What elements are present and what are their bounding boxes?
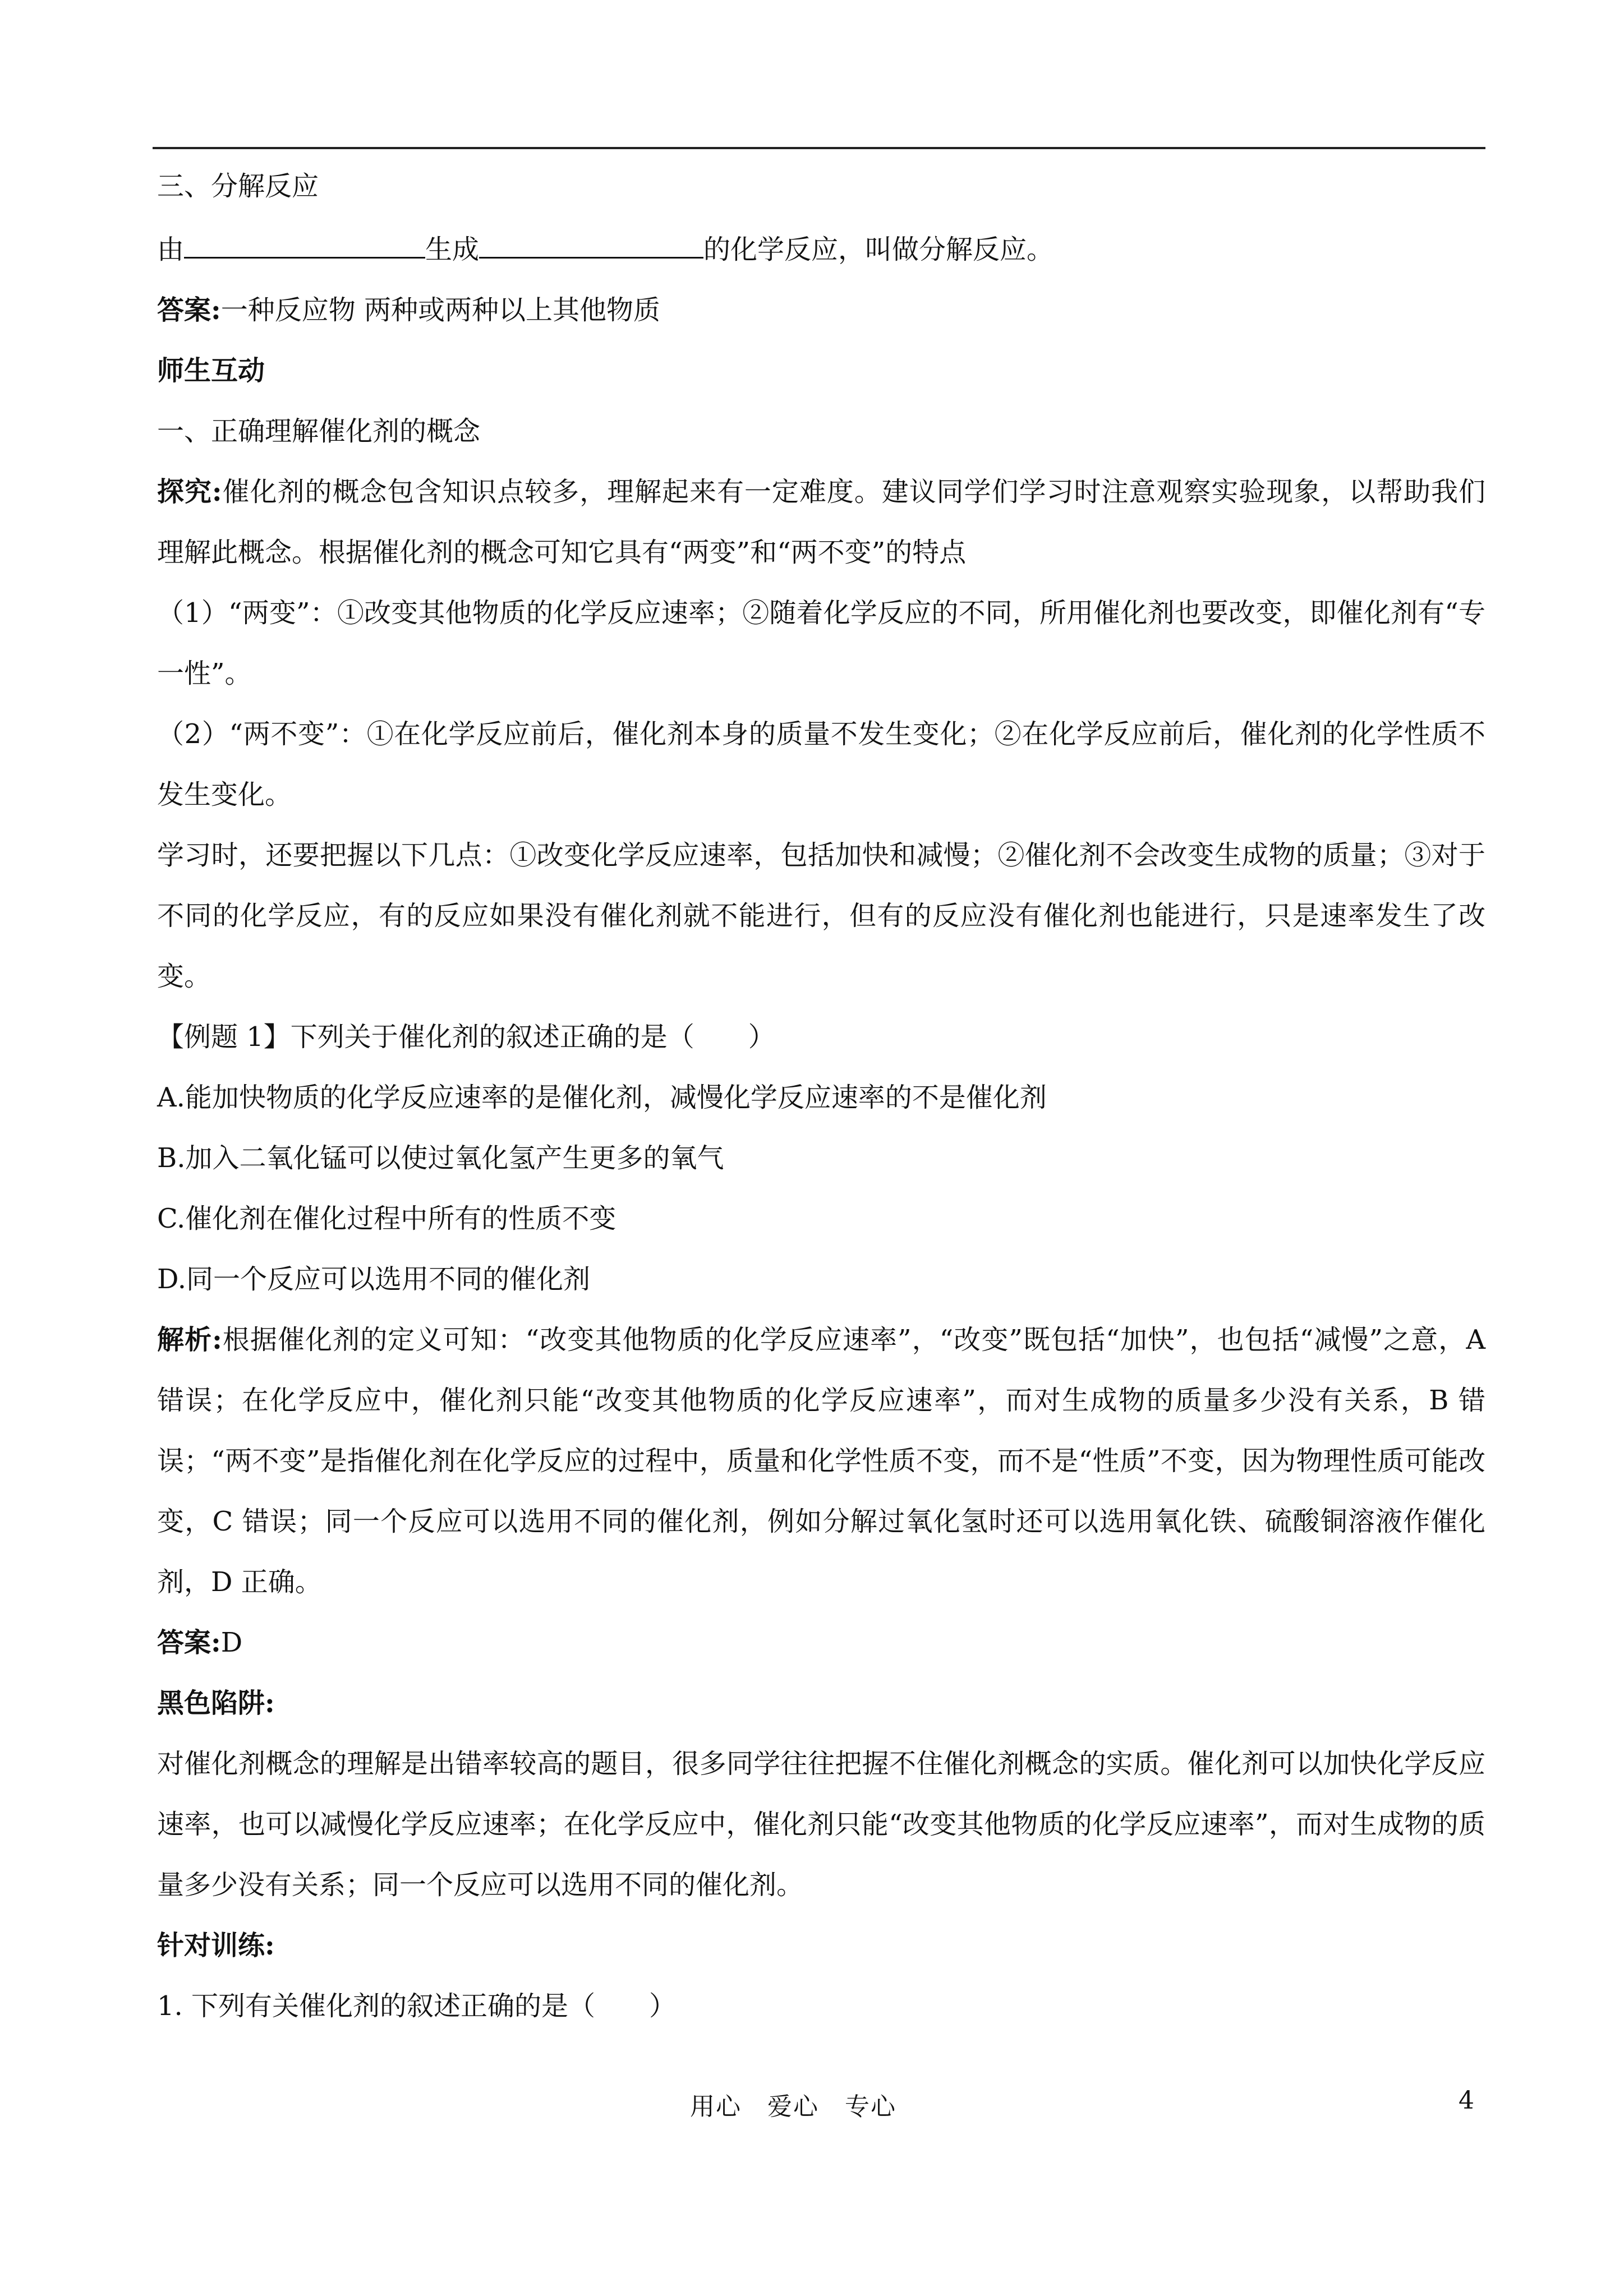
footer-motto: 用心 爱心 专心 bbox=[690, 2092, 896, 2121]
statement-mid: 生成 bbox=[425, 234, 480, 265]
answer-label: 答案: bbox=[157, 294, 221, 326]
training-heading: 针对训练: bbox=[157, 1930, 275, 1961]
point-two-unchanged: （2）“两不变”：①在化学反应前后，催化剂本身的质量不发生变化；②在化学反应前后，催化剂的化学性质不发生变化。 bbox=[157, 718, 1485, 810]
trap-heading: 黑色陷阱: bbox=[157, 1688, 275, 1719]
analysis-paragraph bbox=[157, 1310, 1485, 1612]
training-question-1: 1. 下列有关催化剂的叙述正确的是（ ） bbox=[157, 1990, 677, 2022]
point-two-changes: （1）“两变”：①改变其他物质的化学反应速率；②随着化学反应的不同，所用催化剂也要改变，即催化剂有“专一性”。 bbox=[157, 597, 1485, 689]
statement-suffix: 的化学反应，叫做分解反应。 bbox=[703, 234, 1054, 265]
page-number: 4 bbox=[1459, 2086, 1474, 2115]
example-answer-line bbox=[157, 1612, 1485, 1673]
study-paragraph: 学习时，还要把握以下几点：①改变化学反应速率，包括加快和减慢；②催化剂不会改变生成物的质量；③对于不同的化学反应，有的反应如果没有催化剂就不能进行，但有的反应没有催化剂也能进行，只是速率发生了改变。 bbox=[157, 840, 1485, 992]
interaction-heading: 师生互动 bbox=[157, 355, 265, 386]
explore-text: 催化剂的概念包含知识点较多，理解起来有一定难度。建议同学们学习时注意观察实验现象，以帮助我们理解此概念。根据催化剂的概念可知它具有“两变”和“两不变”的特点 bbox=[157, 476, 1485, 568]
document-body bbox=[157, 168, 1485, 2036]
option-d: D.同一个反应可以选用不同的催化剂 bbox=[157, 1264, 591, 1295]
option-c: C.催化剂在催化过程中所有的性质不变 bbox=[157, 1203, 617, 1234]
section-heading-decomposition: 三、分解反应 bbox=[157, 170, 319, 202]
statement-prefix: 由 bbox=[157, 234, 185, 265]
analysis-text: 根据催化剂的定义可知：“改变其他物质的化学反应速率”，“改变”既包括“加快”，也包括“减慢”之意，A 错误；在化学反应中，催化剂只能“改变其他物质的化学反应速率”，而对生成物的质量多少没有关系，B 错误；“两不变”是指催化剂在化学反应的过程中，质量和化学性质不变，而不是“性质”不变，因为物理性质可能改变，C 错误；同一个反应可以选用不同的催化剂，例如分解过氧化氢时还可以选用氧化铁、硫酸铜溶液作催化剂，D 正确。 bbox=[157, 1324, 1485, 1598]
example-title: 【例题 1】下列关于催化剂的叙述正确的是（ ） bbox=[157, 1021, 775, 1053]
option-a: A.能加快物质的化学反应速率的是催化剂，减慢化学反应速率的不是催化剂 bbox=[157, 1082, 1047, 1113]
header-rule bbox=[153, 147, 1485, 149]
analysis-label: 解析: bbox=[157, 1324, 222, 1356]
explore-label: 探究: bbox=[157, 476, 222, 508]
example-answer-label: 答案: bbox=[157, 1627, 221, 1658]
answer-line bbox=[157, 292, 1485, 328]
blank-products bbox=[479, 229, 703, 259]
blank-reactant bbox=[184, 229, 425, 259]
explore-paragraph bbox=[157, 462, 1485, 583]
fill-in-statement bbox=[157, 229, 1485, 268]
trap-paragraph: 对催化剂概念的理解是出错率较高的题目，很多同学往往把握不住催化剂概念的实质。催化剂可以加快化学反应速率，也可以减慢化学反应速率；在化学反应中，催化剂只能“改变其他物质的化学反应速率”，而对生成物的质量多少没有关系；同一个反应可以选用不同的催化剂。 bbox=[157, 1748, 1485, 1901]
subsection-heading-catalyst: 一、正确理解催化剂的概念 bbox=[157, 416, 481, 447]
option-b: B.加入二氧化锰可以使过氧化氢产生更多的氧气 bbox=[157, 1142, 724, 1174]
answer-text: 一种反应物 两种或两种以上其他物质 bbox=[220, 294, 660, 326]
example-answer-text: D bbox=[220, 1627, 243, 1658]
